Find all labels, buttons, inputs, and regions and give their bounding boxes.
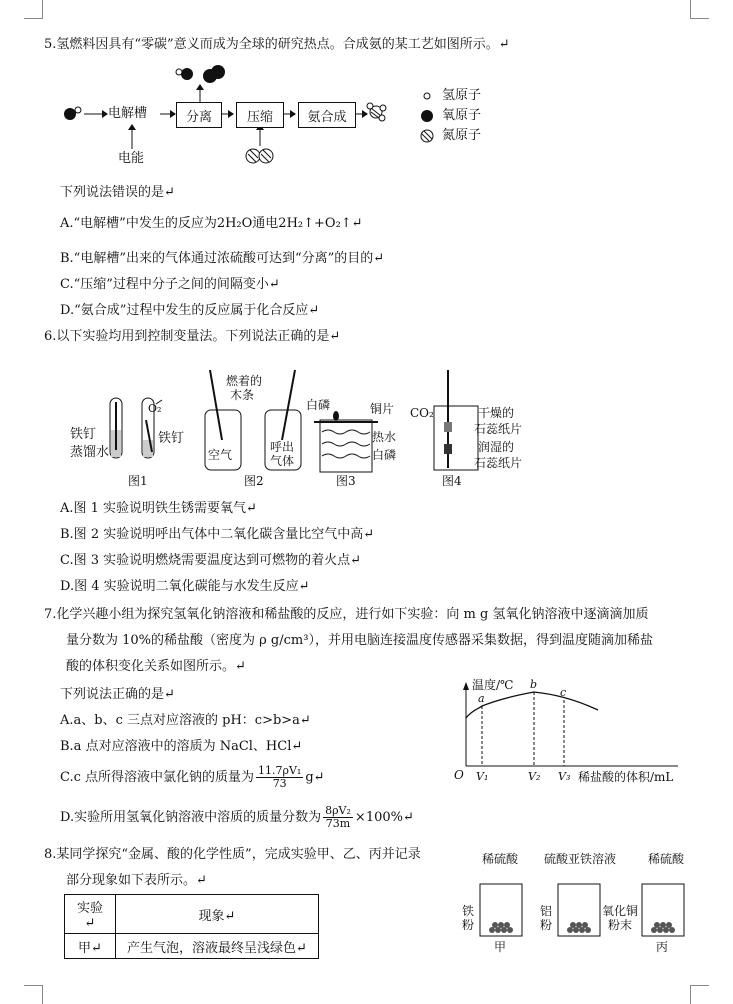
q5-compress-box: 压缩 bbox=[236, 102, 284, 128]
q7-chart-origin: O bbox=[454, 768, 464, 782]
fig3-copper: 铜片 bbox=[370, 402, 395, 416]
q8-stem-1: 8.某同学探究“金属、酸的化学性质”，完成实验甲、乙、丙并记录 bbox=[44, 847, 421, 862]
q5-option-b: B.“电解槽”出来的气体通过浓硫酸可达到“分离”的目的↵ bbox=[60, 251, 385, 266]
q5-option-a bbox=[60, 215, 363, 233]
q7-option-d-num: 8ρV₂ bbox=[325, 804, 351, 817]
q5-separate-box: 分离 bbox=[176, 102, 222, 128]
fig4-dry-1: 干燥的 bbox=[478, 406, 515, 420]
fig2-caption: 图2 bbox=[244, 474, 264, 488]
q7-option-c-post: g↵ bbox=[305, 770, 325, 785]
q7-option-d bbox=[60, 804, 414, 832]
q8-table-header-phen: 现象↵ bbox=[116, 895, 319, 934]
q6-option-c: C.图 3 实验说明燃烧需要温度达到可燃物的着火点↵ bbox=[60, 553, 362, 568]
q8-figure bbox=[452, 850, 692, 958]
corner-mark-top-left bbox=[24, 0, 43, 19]
q5-power-label: 电能 bbox=[118, 151, 145, 166]
q7-chart-tick-v1: V₁ bbox=[476, 770, 489, 783]
q7-stem-1: 7.化学兴趣小组为探究氢氧化钠溶液和稀盐酸的反应，进行如下实验：向 m g 氢氧化钠溶液中逐滴滴加质 bbox=[44, 607, 649, 622]
q7-option-d-pre: D.实验所用氢氧化钠溶液中溶质的质量分数为 bbox=[60, 810, 322, 825]
q5-electrolyzer-label: 电解槽 bbox=[108, 106, 148, 121]
table-row bbox=[65, 934, 319, 959]
fig2-breath-2: 气体 bbox=[270, 454, 295, 468]
fig4-co2: CO₂ bbox=[410, 406, 434, 420]
q7-chart-point-c: c bbox=[560, 686, 567, 699]
q5-legend bbox=[420, 86, 530, 150]
q5-synth-box: 氨合成 bbox=[298, 102, 356, 128]
q6-option-d: D.图 4 实验说明二氧化碳能与水发生反应↵ bbox=[60, 579, 310, 594]
fig1-left-label-2: 蒸馏水 bbox=[70, 445, 110, 460]
corner-mark-bottom-left bbox=[24, 985, 43, 1004]
fig2-title-2: 木条 bbox=[230, 388, 255, 402]
q8-caption-3: 丙 bbox=[656, 940, 669, 954]
q8-sample-1a: 铁 bbox=[462, 904, 475, 918]
q7-chart-xlabel: 稀盐酸的体积/mL bbox=[578, 770, 674, 784]
fig1-caption: 图1 bbox=[128, 474, 148, 488]
q8-acid-3: 稀硫酸 bbox=[648, 852, 685, 866]
q5-legend-hydrogen: 氢原子 bbox=[442, 88, 482, 103]
q7-option-a: A.a、b、c 三点对应溶液的 pH：c>b>a↵ bbox=[60, 713, 311, 728]
q7-option-c-pre: C.c 点所得溶液中氯化钠的质量为 bbox=[60, 770, 255, 785]
fig4-caption: 图4 bbox=[442, 474, 462, 488]
fig3-white-p2: 白磷 bbox=[372, 448, 397, 462]
q8-table-cell-exp: 甲↵ bbox=[65, 934, 116, 959]
q8-caption-1: 甲 bbox=[494, 940, 507, 954]
q6-option-a: A.图 1 实验说明铁生锈需要氧气↵ bbox=[60, 501, 257, 516]
q8-acid-1: 稀硫酸 bbox=[482, 852, 519, 866]
q7-stem-2: 量分数为 10%的稀盐酸（密度为 ρ g/cm³），并用电脑连接温度传感器采集数据，得到温度随滴加稀盐 bbox=[66, 633, 653, 648]
q5-prompt: 下列说法错误的是↵ bbox=[60, 185, 175, 200]
fig3-hot-water: 热水 bbox=[372, 430, 397, 444]
fig1-left-label-1: 铁钉 bbox=[70, 427, 97, 442]
q8-table bbox=[64, 894, 319, 959]
fig1-o2: O₂ bbox=[148, 402, 162, 415]
q7-option-c-num: 11.7ρV₁ bbox=[258, 764, 302, 777]
q7-option-c bbox=[60, 764, 325, 792]
q5-legend-icons bbox=[420, 86, 438, 150]
q7-option-d-den: 73m bbox=[325, 817, 351, 830]
corner-mark-bottom-right bbox=[690, 985, 709, 1004]
q7-option-b: B.a 点对应溶液中的溶质为 NaCl、HCl↵ bbox=[60, 739, 303, 754]
q8-table-cell-phen: 产生气泡，溶液最终呈浅绿色↵ bbox=[116, 934, 319, 959]
q7-chart-svg bbox=[452, 680, 692, 780]
q7-chart-point-b: b bbox=[530, 678, 538, 691]
q7-option-d-post: ×100%↵ bbox=[354, 810, 414, 825]
q8-sample-3a: 氧化铜 bbox=[602, 904, 639, 918]
fig3-caption: 图3 bbox=[336, 474, 356, 488]
q8-sample-3b: 粉末 bbox=[608, 918, 633, 932]
q5-option-a-text: A.“电解槽”中发生的反应为 bbox=[60, 216, 217, 231]
corner-mark-top-right bbox=[690, 0, 709, 19]
q6-stem: 6.以下实验均用到控制变量法。下列说法正确的是↵ bbox=[44, 329, 341, 344]
q7-option-c-fraction bbox=[256, 765, 303, 790]
q8-stem-2: 部分现象如下表所示。↵ bbox=[66, 873, 207, 888]
q8-sample-1b: 粉 bbox=[462, 918, 475, 932]
fig4-dry-2: 石蕊纸片 bbox=[474, 422, 523, 436]
fig2-air: 空气 bbox=[208, 448, 233, 462]
q8-table-header-exp: 实验↵ bbox=[65, 895, 116, 934]
fig1-right-label: 铁钉 bbox=[158, 431, 185, 446]
q7-option-c-den: 73 bbox=[272, 777, 287, 790]
fig2-breath-1: 呼出 bbox=[270, 440, 295, 454]
q8-acid-2: 硫酸亚铁溶液 bbox=[544, 852, 617, 866]
q7-stem-3: 酸的体积变化关系如图所示。↵ bbox=[66, 659, 246, 674]
q7-prompt: 下列说法正确的是↵ bbox=[60, 687, 175, 702]
q7-chart bbox=[452, 678, 692, 784]
q7-chart-ylabel: 温度/℃ bbox=[472, 678, 514, 692]
q5-option-c: C.“压缩”过程中分子之间的间隔变小↵ bbox=[60, 277, 280, 292]
q8-sample-2b: 粉 bbox=[540, 918, 553, 932]
q5-stem: 5.氢燃料因具有“零碳”意义而成为全球的研究热点。合成氨的某工艺如图所示。↵ bbox=[44, 37, 510, 52]
q8-sample-2a: 铝 bbox=[540, 904, 553, 918]
fig3-white-p: 白磷 bbox=[306, 398, 331, 412]
q6-option-b: B.图 2 实验说明呼出气体中二氧化碳含量比空气中高↵ bbox=[60, 527, 375, 542]
q7-chart-point-a: a bbox=[478, 692, 485, 705]
q7-chart-tick-v2: V₂ bbox=[528, 770, 541, 783]
q7-chart-y-arrow bbox=[463, 682, 469, 690]
q5-legend-nitrogen: 氮原子 bbox=[442, 128, 482, 143]
q7-option-d-fraction bbox=[323, 805, 353, 830]
q5-legend-oxygen: 氧原子 bbox=[442, 108, 482, 123]
q5-option-d: D.“氨合成”过程中发生的反应属于化合反应↵ bbox=[60, 303, 320, 318]
q7-chart-tick-v3: V₃ bbox=[558, 770, 571, 783]
fig2-title-1: 燃着的 bbox=[226, 374, 263, 388]
fig4-wet-1: 润湿的 bbox=[478, 440, 515, 454]
fig4-wet-2: 石蕊纸片 bbox=[474, 456, 523, 470]
q6-figure bbox=[70, 360, 550, 490]
q5-option-a-formula: 2H₂O通电2H₂↑+O₂↑↵ bbox=[216, 216, 363, 231]
q7-chart-curve bbox=[466, 692, 598, 718]
